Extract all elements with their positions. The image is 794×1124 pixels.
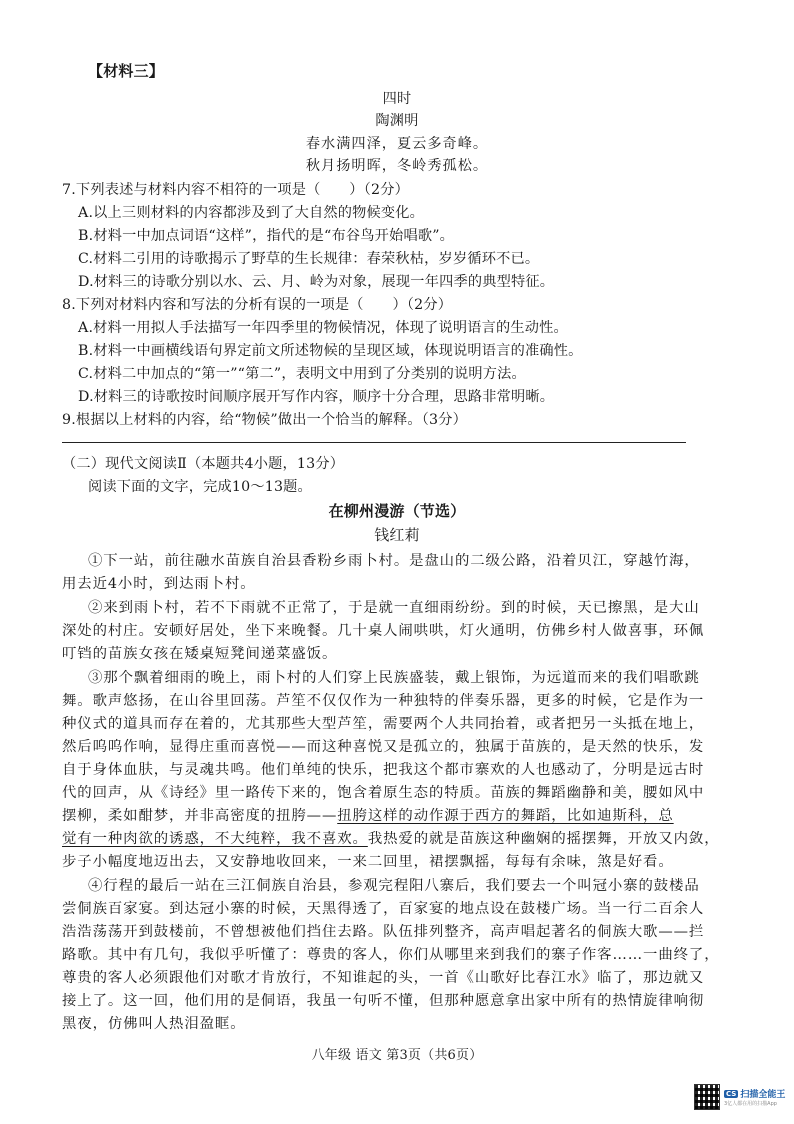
scanner-watermark xyxy=(694,1084,786,1110)
paragraph-2-line: ②来到雨卜村，若不下雨就不正常了，于是就一直细雨纷纷。到的时候，天已擦黑，是大山 xyxy=(88,600,700,616)
paragraph-3-line: 代的回声，从《诗经》里一路传下来的，饱含着原生态的特质。苗族的舞蹈幽静和美，腰如风中 xyxy=(62,785,705,801)
poem-author: 陶渊明 xyxy=(375,113,419,129)
page-footer: 八年级 语文 第3页（共6页） xyxy=(311,1048,483,1063)
scanner-tagline: 3亿人都在用的扫描App xyxy=(724,1101,777,1107)
paragraph-4-line: ④行程的最后一站在三江侗族自治县，参观完程阳八寨后，我们要去一个叫冠小寨的鼓楼品 xyxy=(88,878,700,894)
section-label: 【材料三】 xyxy=(88,62,165,80)
paragraph-4-line: 路歌。其中有几句，我似乎听懂了：尊贵的客人，你们从哪里来到我们的寨子作客……一曲终了， xyxy=(62,947,720,963)
paragraph-4-line: 黑夜，仿佛叫人热泪盈眶。 xyxy=(62,1016,246,1032)
paragraph-3-line: ③那个飘着细雨的晚上，雨卜村的人们穿上民族盛装，戴上银饰，为远道而来的我们唱歌跳 xyxy=(88,670,700,686)
scanner-logo-text xyxy=(724,1087,785,1107)
paragraph-1-line: 用去近4小时，到达雨卜村。 xyxy=(62,576,256,592)
paragraph-2-line: 叮铛的苗族女孩在矮桌短凳间递菜盛饭。 xyxy=(62,646,338,662)
underlined-sentence: 扭胯这样的动作源于西方的舞蹈，比如迪斯科，总 xyxy=(337,808,674,824)
poem-title: 四时 xyxy=(382,91,412,107)
paragraph-3-line: 步子小幅度地迈出去，又安静地收回来，一来二回里，裙摆飘摇，每每有余味，煞是好看。 xyxy=(62,854,674,870)
article-author: 钱红莉 xyxy=(374,526,420,544)
cs-badge-icon: CS xyxy=(726,1089,737,1098)
paragraph-4-line: 尊贵的客人必须跟他们对歌才肯放行，不知谁起的头，一首《山歌好比春江水》临了，那边就又 xyxy=(62,970,705,986)
paragraph-3-line xyxy=(62,804,674,825)
question-9-stem: 9.根据以上材料的内容，给“物候”做出一个恰当的解释。（3分） xyxy=(62,412,468,428)
scanner-logo-name xyxy=(724,1087,785,1100)
question-7-stem: 7.下列表述与材料内容不相符的一项是（ ）（2分） xyxy=(62,182,409,198)
paragraph-4-line: 尝侗族百家宴。到达冠小寨的时候，天黑得透了，百家宴的地点设在鼓楼广场。当一行二百余人 xyxy=(62,901,705,917)
question-7-option-c: C.材料二引用的诗歌揭示了野草的生长规律：春荣秋枯，岁岁循环不已。 xyxy=(78,251,540,267)
poem-line: 秋月扬明晖，冬岭秀孤松。 xyxy=(305,158,489,174)
scanner-app-name: 扫描全能王 xyxy=(740,1090,786,1100)
paragraph-3-text: 摆柳，柔如酣梦，并非高密度的扭胯—— xyxy=(62,808,338,824)
paragraph-3-line xyxy=(62,827,720,848)
paragraph-3-line: 自于身体血肤，与灵魂共鸣。他们单纯的快乐，把我这个都市寨欢的人也感动了，分明是远古时 xyxy=(62,762,705,778)
poem-line: 春水满四泽，夏云多奇峰。 xyxy=(305,136,489,152)
paragraph-3-line: 然后呜呜作响，显得庄重而喜悦——而这种喜悦又是孤立的，独属于苗族的，是天然的快乐，发 xyxy=(62,739,705,755)
section-2-heading: （二）现代文阅读Ⅱ（本题共4小题，13分） xyxy=(62,456,345,472)
question-8-option-b: B.材料一中画横线语句界定前文所述物候的呈现区域，体现说明语言的准确性。 xyxy=(78,343,583,359)
question-8-option-d: D.材料三的诗歌按时间顺序展开写作内容，顺序十分合理，思路非常明晰。 xyxy=(78,389,555,405)
article-title: 在柳州漫游（节选） xyxy=(328,502,466,520)
underlined-sentence: 觉有一种肉欲的诱惑，不大纯粹，我不喜欢。 xyxy=(62,831,368,847)
section-divider xyxy=(62,442,686,443)
question-7-option-d: D.材料三的诗歌分别以水、云、月、岭为对象，展现一年四季的典型特征。 xyxy=(78,274,555,290)
question-7-option-b: B.材料一中加点词语“这样”，指代的是“布谷鸟开始唱歌”。 xyxy=(78,228,455,244)
question-8-option-a: A.材料一用拟人手法描写一年四季里的物候情况，体现了说明语言的生动性。 xyxy=(78,320,568,336)
qr-code-icon xyxy=(694,1084,720,1110)
question-7-option-a: A.以上三则材料的内容都涉及到了大自然的物候变化。 xyxy=(78,205,425,221)
section-2-instruction: 阅读下面的文字，完成10～13题。 xyxy=(88,479,312,495)
paragraph-3-text: 我热爱的就是苗族这种幽娴的摇摆舞，开放又内敛， xyxy=(367,831,720,847)
paragraph-3-line: 种仪式的道具而存在着的，尤其那些大型芦笙，需要两个人共同抬着，或者把另一头抵在地上， xyxy=(62,716,705,732)
paragraph-1-line: ①下一站，前往融水苗族自治县香粉乡雨卜村。是盘山的二级公路，沿着贝江，穿越竹海， xyxy=(88,553,700,569)
paragraph-3-line: 舞。歌声悠扬，在山谷里回荡。芦笙不仅仅作为一种独特的伴奏乐器，更多的时候，它是作为一 xyxy=(62,693,705,709)
paragraph-4-line: 接上了。这一回，他们用的是侗语，我虽一句听不懂，但那种愿意拿出家中所有的热情旋律响彻 xyxy=(62,993,705,1009)
question-8-stem: 8.下列对材料内容和写法的分析有误的一项是（ ）（2分） xyxy=(62,297,453,313)
paragraph-4-line: 浩浩荡荡开到鼓楼前，不曾想被他们挡住去路。队伍排列整齐，高声唱起著名的侗族大歌——拦 xyxy=(62,924,705,940)
paragraph-2-line: 深处的村庄。安顿好居处，坐下来晚餐。几十桌人闹哄哄，灯火通明，仿佛乡村人做喜事，环佩 xyxy=(62,623,705,639)
question-8-option-c: C.材料二中加点的“第一”“第二”，表明文中用到了分类别的说明方法。 xyxy=(78,366,526,382)
